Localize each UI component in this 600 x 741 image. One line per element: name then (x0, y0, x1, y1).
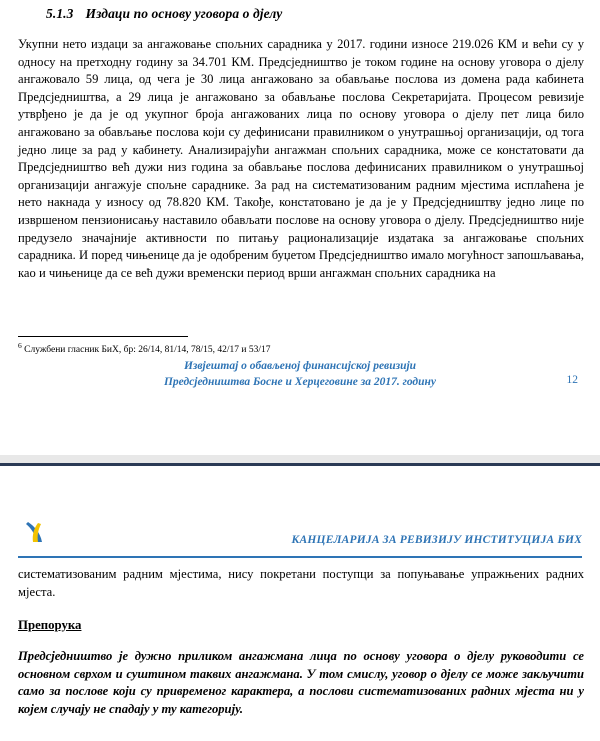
header-divider (18, 556, 582, 558)
footnote-marker: 6 (18, 341, 22, 350)
audit-office-logo-icon (18, 520, 58, 554)
body-paragraph: Укупни нето издаци за ангажовање спољних сарадника у 2017. години износе 219.026 КМ и већи су у односу на претходну годину за 34.701 КМ. Предсједништво је током године на основу уговора о дјелу ангажовало 59 лица, од чега је 30 лица ангажовано за обављање послова из домена рада кабинета Предсједништва, а 29 лица је ангажовано за обављање послова Секретаријата. Процесом ревизије утврђено је да је од укупног броја ангажованих лица по основу уговора о дјелу пет лица било ангажовано за обављање послова који су дефинисани правилником о унутрашњој организацији, од тога једно лице за рад у кабинету. Анализирајући ангажман спољних сарадника, може се констатовати да Предсједништво већ дужи низ година за обављање послова дефинисаних правилником о унутрашњој организацији ангажује спољне сараднике. За рад на систематизованим радним мјестима исплаћена је нето накнада у износу од 78.820 КМ. Такође, констатовано је да је у Предсједништву једно лице по извршеном пензионисању наставило обављати послове на основу уговора о дјелу. Предсједништво није предузело значајније активности по питању рационализације издатака за ангажовање спољних сарадника. И поред чињенице да је одобреним буџетом Предсједништво имало могућност запошљавања, као и чињенице да се већ дужи временски период врши ангажман спољних сарадника на (18, 37, 584, 280)
recommendation-body: Предсједништво је дужно приликом ангажмана лица по основу уговора о дјелу руководити се основном сврхом и суштином таквих ангажмана. У том смислу, уговор о дјелу се може закључити само за послове који су привременог карактера, а послови систематизованих радних мјеста ни у којем случају не спадају у ту категорију. (18, 649, 584, 716)
page-number: 12 (566, 374, 578, 386)
section-heading (46, 6, 566, 22)
footnote-divider (18, 336, 188, 337)
section-number: 5.1.3 (46, 6, 74, 21)
recommendation-heading: Препорука (18, 618, 82, 632)
body-paragraph-continued: систематизованим радним мјестима, нису покретани поступци за попуњавање упражњених радних мјеста. (18, 567, 584, 599)
page-footer (0, 358, 600, 390)
footnote-text: Службени гласник БиХ, бр: 26/14, 81/14, 78/15, 42/17 и 53/17 (24, 345, 271, 356)
footer-line-2: Предсједништва Босне и Херцеговине за 2017. годину (163, 376, 437, 388)
section-title: Издаци по основу уговора о дјелу (85, 6, 283, 21)
header-title: КАНЦЕЛАРИЈА ЗА РЕВИЗИЈУ ИНСТИТУЦИЈА БИХ (291, 534, 582, 546)
page-header (18, 520, 582, 554)
footnote (18, 341, 418, 355)
footer-line-1: Извјештај о обављеној финансијској ревизији (183, 360, 417, 372)
page-bottom-section (0, 466, 600, 741)
